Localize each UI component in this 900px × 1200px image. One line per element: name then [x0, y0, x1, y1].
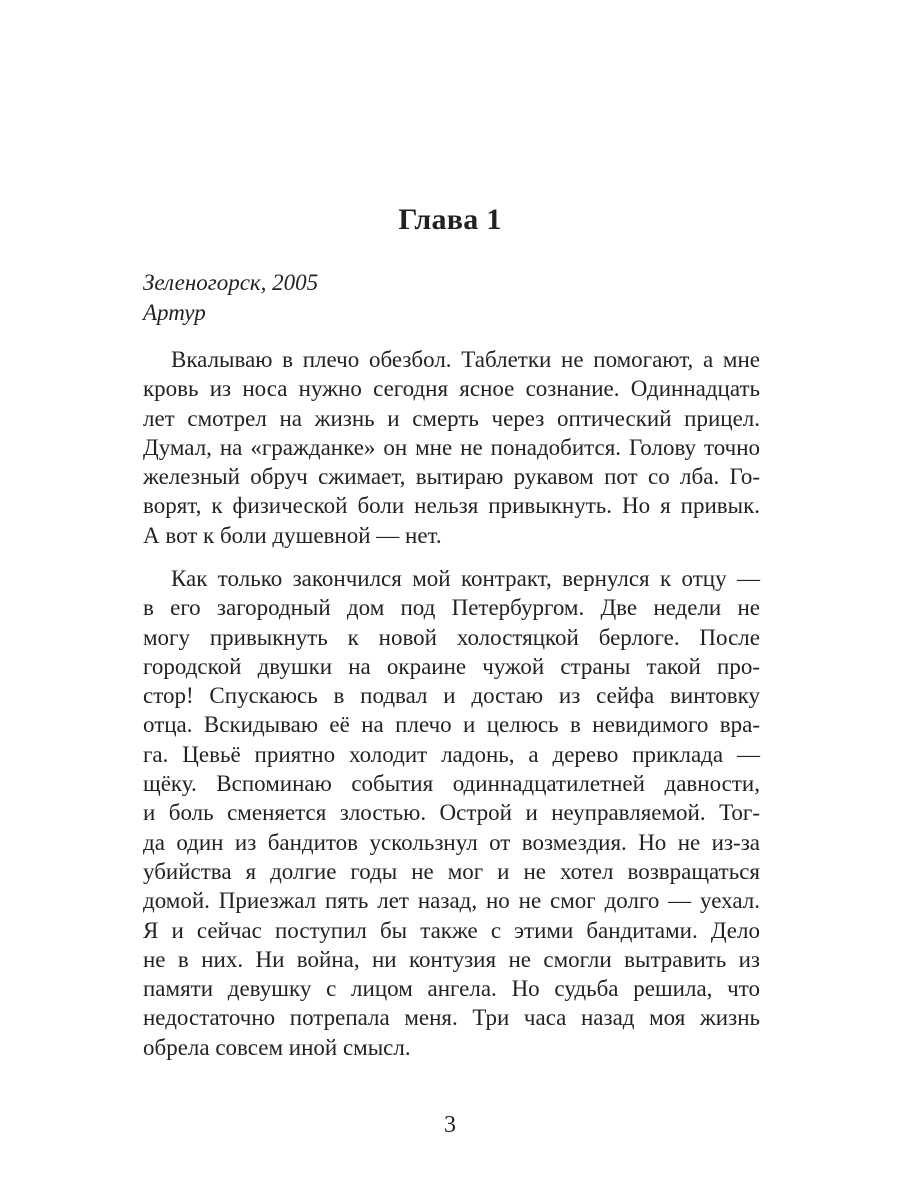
text-line: Думал, на «гражданке» он мне не понадобится. Голову точно [143, 434, 760, 460]
text-line: железный обруч сжимает, вытираю рукавом пот со лба. Го- [143, 464, 760, 490]
text-line: памяти девушку с лицом ангела. Но судьба решила, что [143, 976, 760, 1002]
text-line: отца. Вскидываю её на плечо и целюсь в невидимого вра- [143, 712, 760, 738]
paragraph-1 [143, 345, 760, 550]
text-line: кровь из носа нужно сегодня ясное сознание. Одиннадцать [143, 376, 760, 402]
text-line: га. Цевьё приятно холодит ладонь, а дерево приклада — [143, 741, 760, 767]
text-line: недостаточно потрепала меня. Три часа назад моя жизнь [143, 1005, 760, 1031]
text-line: и боль сменяется злостью. Острой и неуправляемой. Тог- [143, 800, 760, 826]
text-line: ворят, к физической боли нельзя привыкнуть. Но я привык. [143, 493, 760, 519]
text-line: убийства я долгие годы не мог и не хотел возвращаться [143, 858, 760, 884]
page-number: 3 [444, 1112, 456, 1138]
text-line: да один из бандитов ускользнул от возмездия. Но не из-за [143, 829, 760, 855]
text-line: лет смотрел на жизнь и смерть через оптический прицел. [143, 405, 760, 431]
text-line: в его загородный дом под Петербургом. Две недели не [143, 595, 760, 621]
chapter-place-year: Зеленогорск, 2005 [143, 270, 319, 295]
text-line: не в них. Ни война, ни контузия не смогли вытравить из [143, 946, 760, 972]
paragraph-2 [143, 564, 760, 1062]
text-line: Я и сейчас поступил бы также с этими бандитами. Дело [143, 917, 760, 943]
text-line: А вот к боли душевной — нет. [143, 522, 442, 548]
text-line: щёку. Вспоминаю события одиннадцатилетней давности, [143, 771, 760, 797]
text-line: городской двушки на окраине чужой страны такой про- [143, 653, 760, 679]
chapter-narrator: Артур [143, 300, 206, 325]
text-line: Как только закончился мой контракт, вернулся к отцу — [171, 566, 760, 591]
chapter-title: Глава 1 [398, 203, 502, 236]
text-line: обрела совсем иной смысл. [143, 1034, 411, 1060]
text-line: Вкалываю в плечо обезбол. Таблетки не помогают, а мне [171, 347, 760, 372]
text-line: домой. Приезжал пять лет назад, но не смог долго — уехал. [143, 888, 760, 914]
text-line: стор! Спускаюсь в подвал и достаю из сейфа винтовку [143, 683, 760, 709]
text-line: могу привыкнуть к новой холостяцкой берлоге. После [143, 624, 760, 650]
